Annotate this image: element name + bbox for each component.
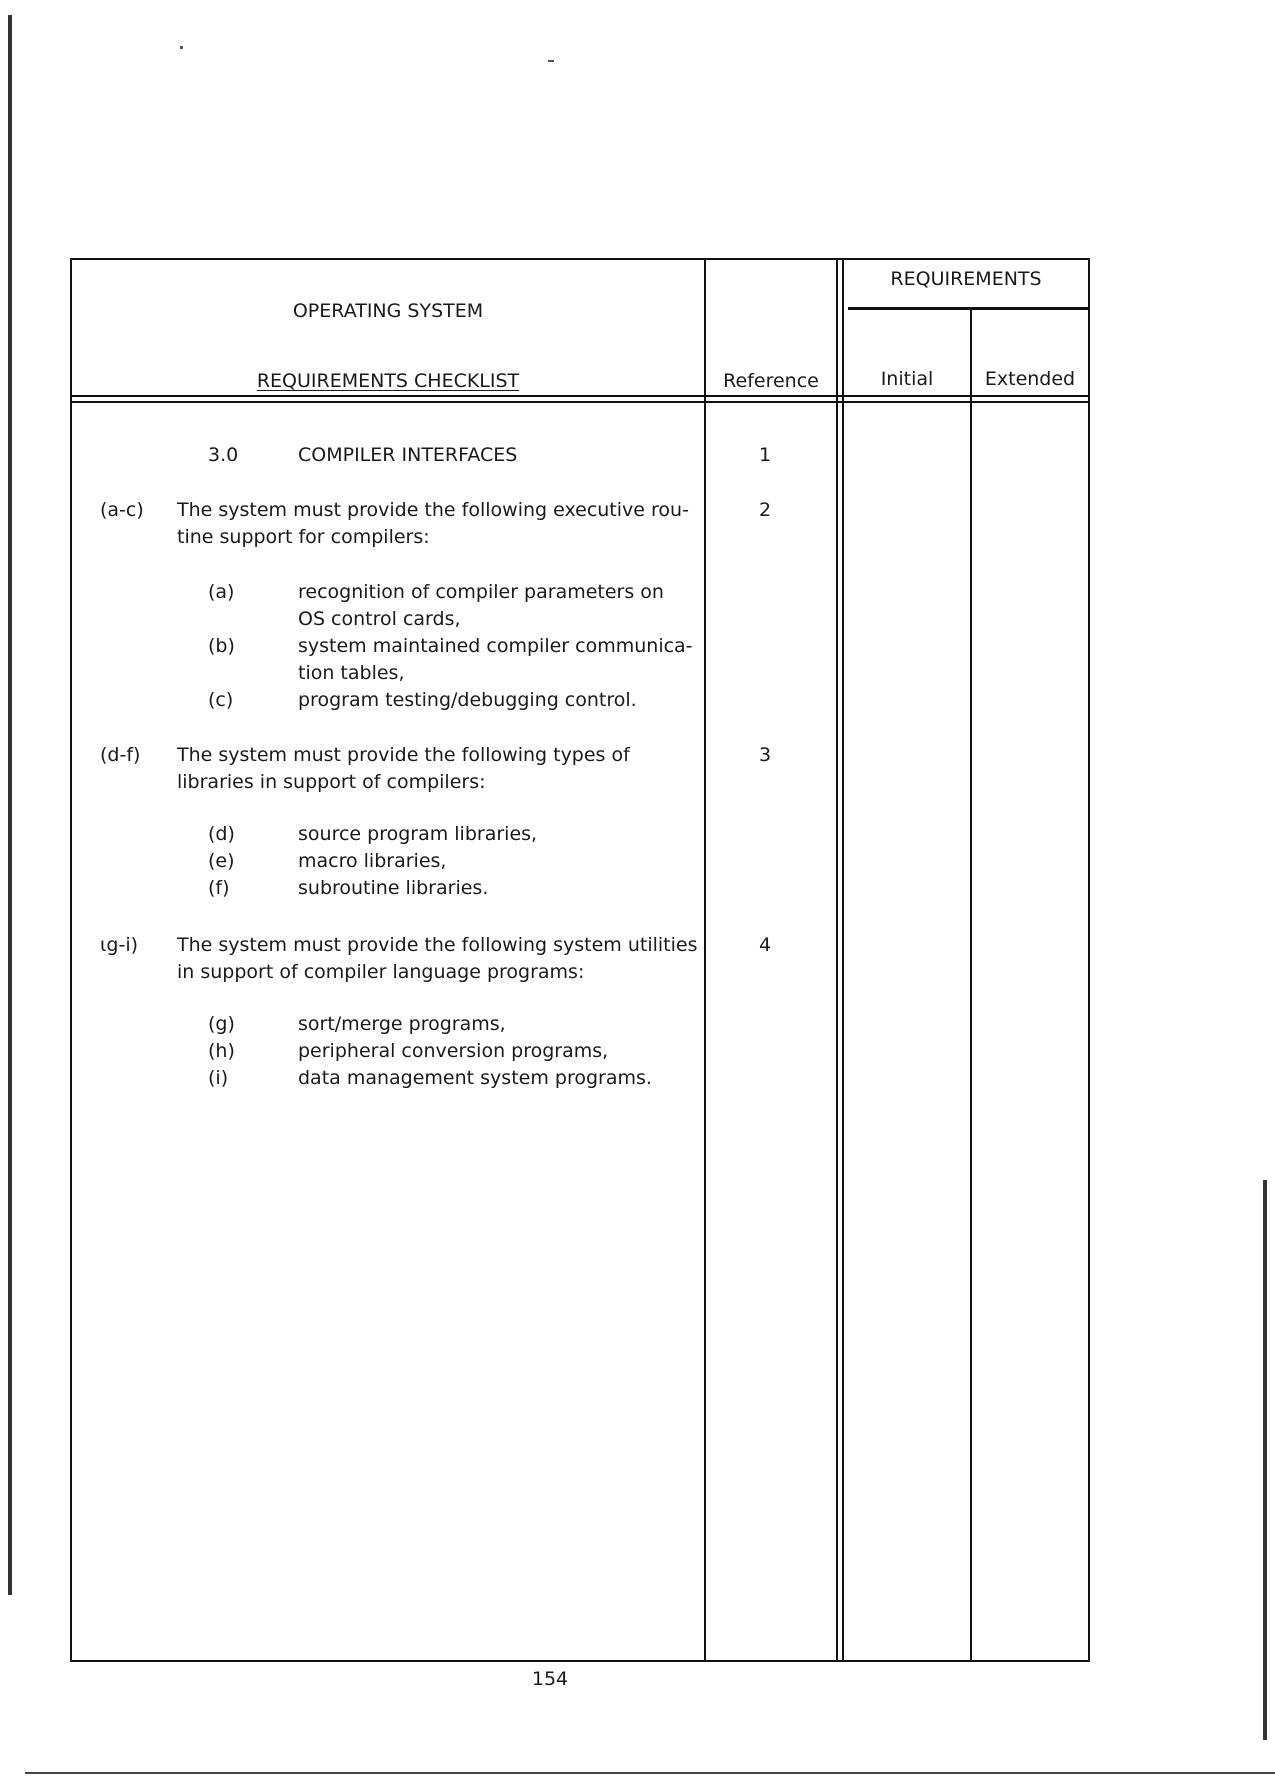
title-line-1: OPERATING SYSTEM xyxy=(292,300,484,322)
group-label: (d-f) xyxy=(100,744,141,766)
section-number: 3.0 xyxy=(208,444,239,466)
requirements-divider-1 xyxy=(836,258,838,1662)
item-text: macro libraries, xyxy=(298,850,447,872)
group-reference: 4 xyxy=(758,934,772,956)
group-label: (a-c) xyxy=(100,499,144,521)
requirements-divider-2 xyxy=(842,258,844,1662)
table-left-border xyxy=(70,258,72,1662)
table-bottom-border xyxy=(70,1660,1090,1662)
item-text: subroutine libraries. xyxy=(298,877,489,899)
right-edge xyxy=(1263,1180,1267,1740)
scan-mark xyxy=(548,60,554,62)
item-text: program testing/debugging control. xyxy=(298,689,637,711)
group-reference: 3 xyxy=(758,744,772,766)
header-rule-2 xyxy=(70,401,1090,403)
title-line-2: REQUIREMENTS CHECKLIST xyxy=(256,370,520,392)
section-title: COMPILER INTERFACES xyxy=(298,444,518,466)
group-text-line: The system must provide the following system utilities xyxy=(177,934,698,956)
reference-header: Reference xyxy=(723,370,819,392)
item-text: recognition of compiler parameters on xyxy=(298,581,664,603)
scan-mark xyxy=(180,46,183,49)
item-text: data management system programs. xyxy=(298,1067,652,1089)
group-text-line: tine support for compilers: xyxy=(177,526,430,548)
item-label: (a) xyxy=(208,581,235,603)
item-label: (e) xyxy=(208,850,235,872)
item-text: OS control cards, xyxy=(298,608,461,630)
page-number: 154 xyxy=(531,1668,569,1690)
item-label: (h) xyxy=(208,1040,235,1062)
initial-extended-divider xyxy=(970,307,972,1662)
item-label: (g) xyxy=(208,1013,235,1035)
item-text: tion tables, xyxy=(298,662,405,684)
initial-header: Initial xyxy=(880,368,934,390)
item-label: (b) xyxy=(208,635,235,657)
item-text: sort/merge programs, xyxy=(298,1013,506,1035)
item-label: (f) xyxy=(208,877,230,899)
group-reference: 2 xyxy=(758,499,772,521)
group-text-line: The system must provide the following types of xyxy=(177,744,630,766)
item-label: (c) xyxy=(208,689,234,711)
footer-rule xyxy=(25,1772,1275,1774)
table-right-border xyxy=(1088,258,1090,1662)
requirements-rule xyxy=(848,307,1090,310)
item-text: source program libraries, xyxy=(298,823,538,845)
header-rule xyxy=(70,395,1090,397)
requirements-header: REQUIREMENTS xyxy=(890,268,1042,290)
item-label: (i) xyxy=(208,1067,229,1089)
group-text-line: libraries in support of compilers: xyxy=(177,771,486,793)
group-label: ɩg-i) xyxy=(100,934,139,956)
group-text-line: in support of compiler language programs: xyxy=(177,961,585,983)
extended-header: Extended xyxy=(984,368,1076,390)
table-top-border xyxy=(70,258,1090,260)
item-text: peripheral conversion programs, xyxy=(298,1040,609,1062)
reference-divider xyxy=(704,258,706,1662)
binding-edge xyxy=(8,15,12,1595)
item-text: system maintained compiler communica- xyxy=(298,635,693,657)
section-reference: 1 xyxy=(758,444,772,466)
item-label: (d) xyxy=(208,823,235,845)
group-text-line: The system must provide the following executive rou- xyxy=(177,499,689,521)
